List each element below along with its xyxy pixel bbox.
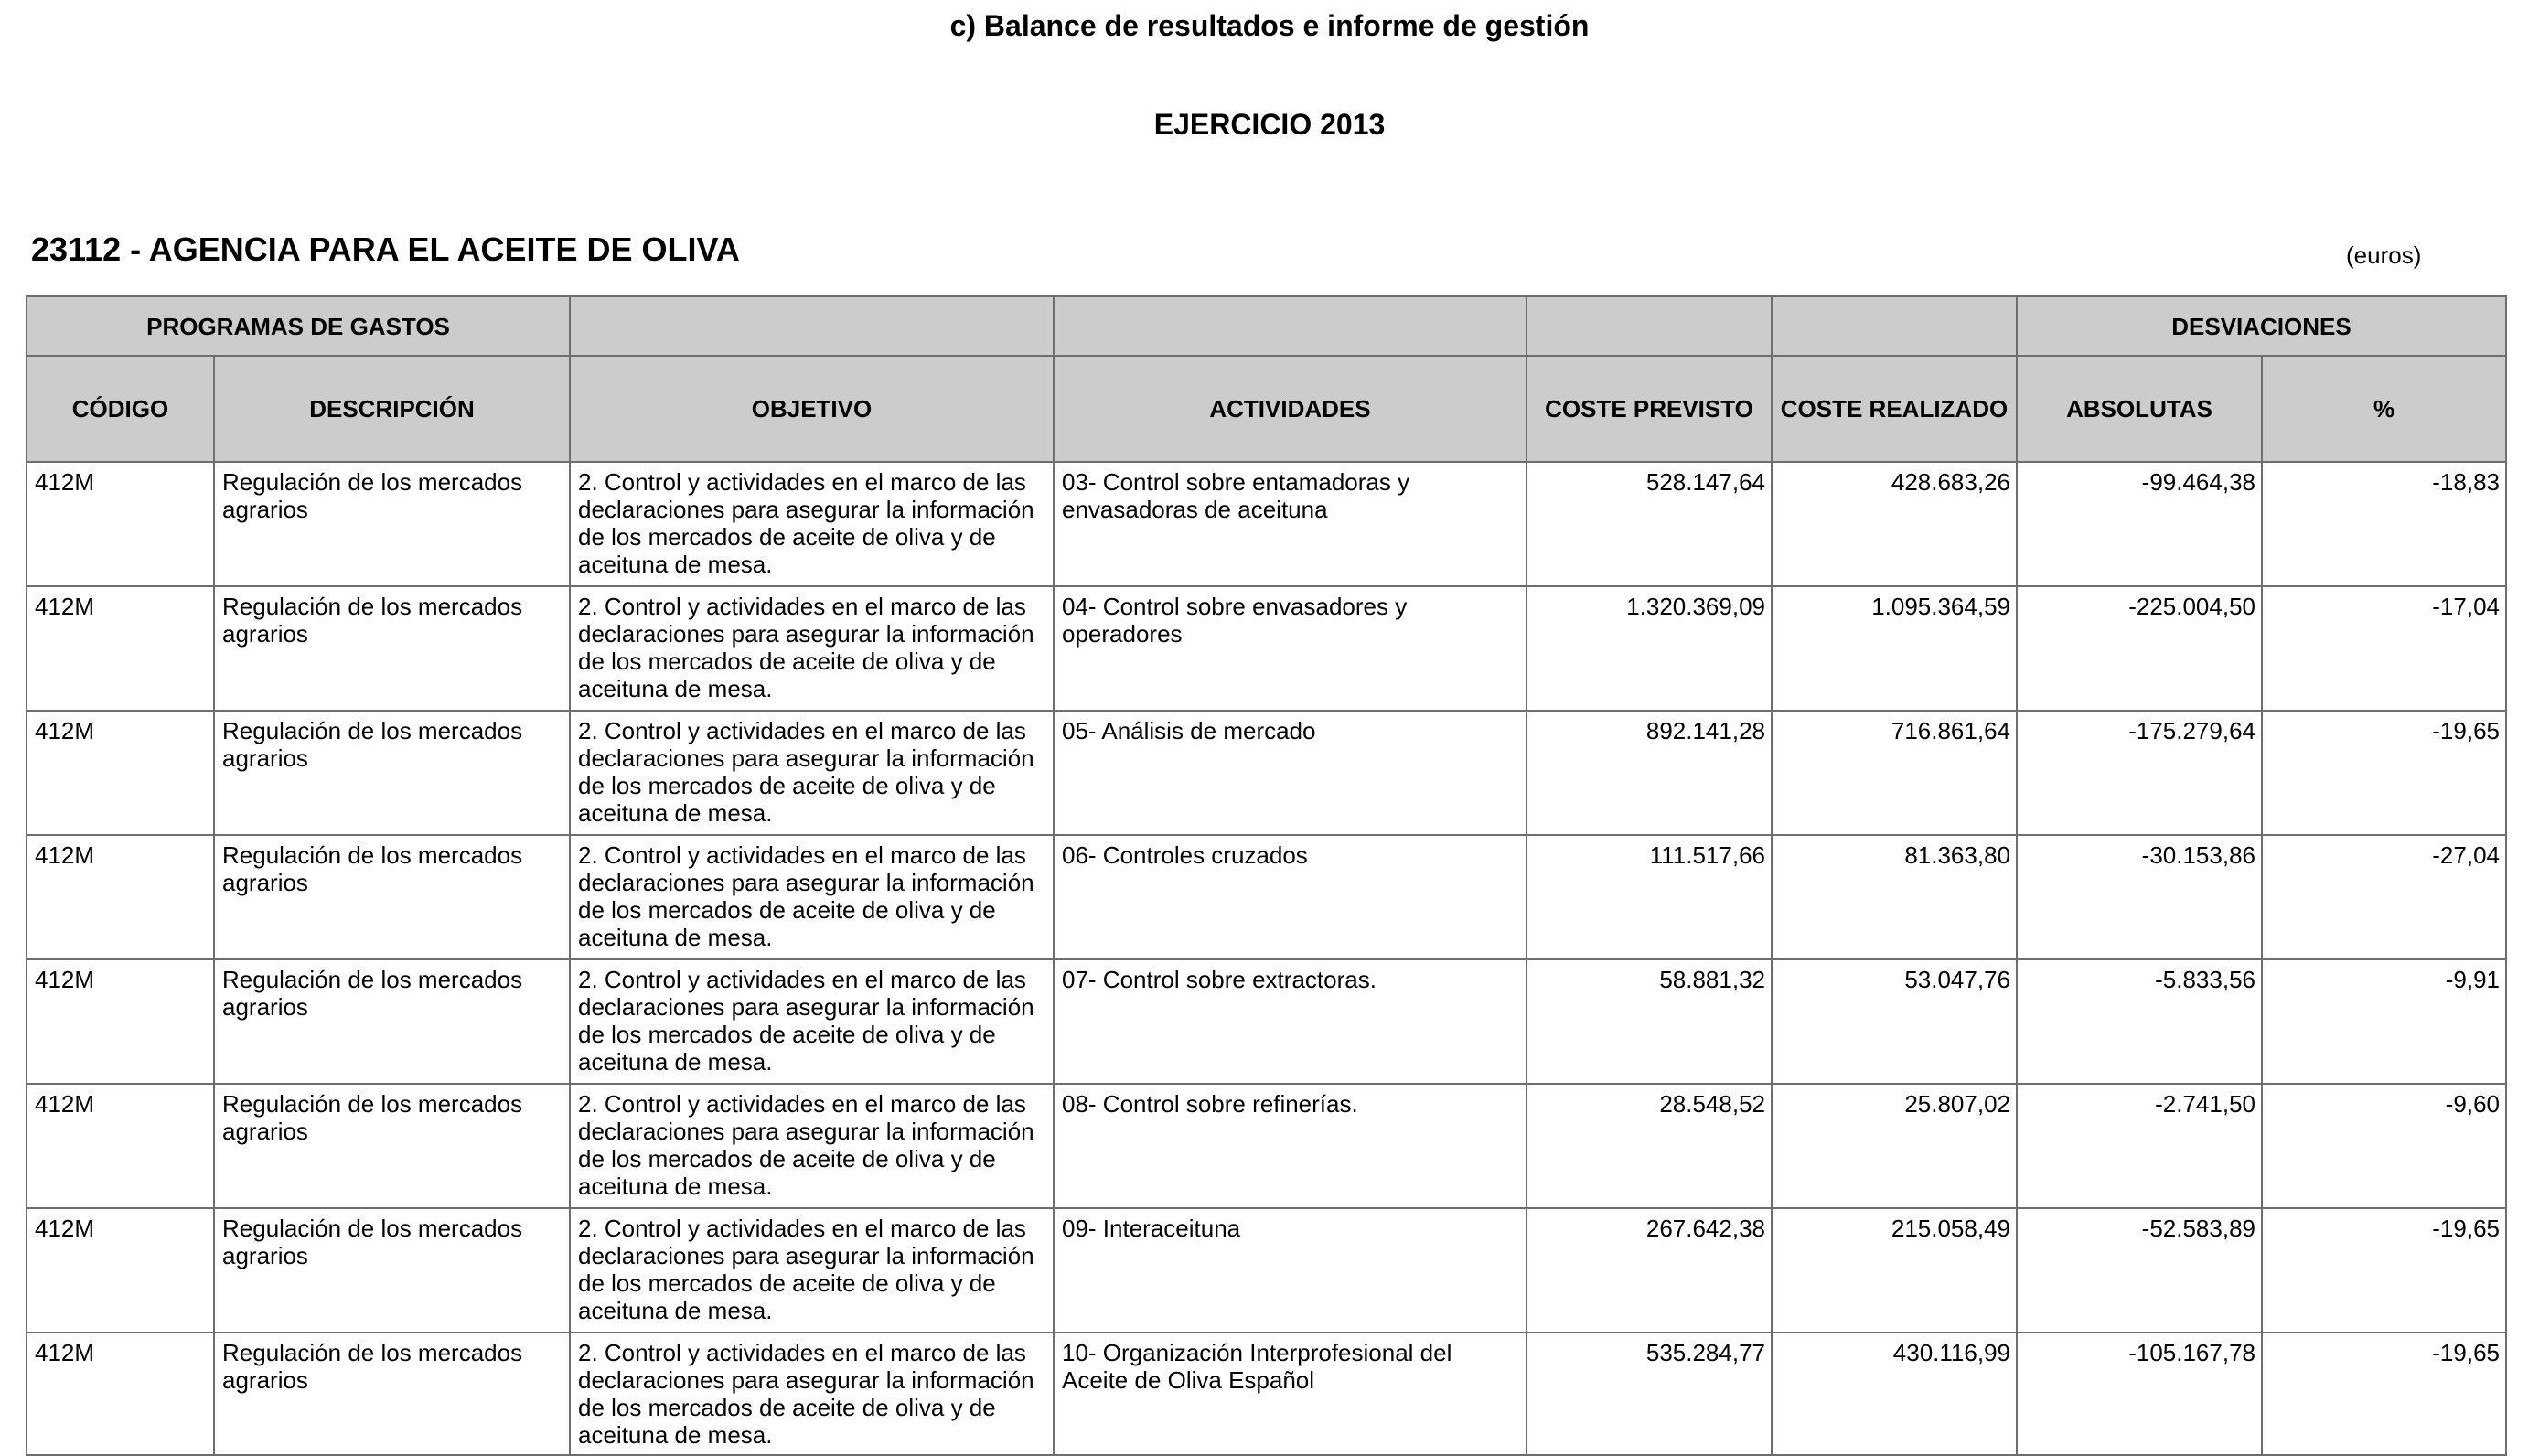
cell-absolutas: -225.004,50 xyxy=(2017,586,2262,711)
cell-porcentaje: -27,04 xyxy=(2262,835,2506,959)
report-title: c) Balance de resultados e informe de gestión xyxy=(949,9,1590,42)
results-table xyxy=(26,295,2507,1456)
cell-coste-realizado: 1.095.364,59 xyxy=(1772,586,2017,711)
cell-absolutas: -30.153,86 xyxy=(2017,835,2262,959)
cell-objetivo: 2. Control y actividades en el marco de las declaraciones para asegurar la información de los mercados de aceite de oliva y de aceituna de mesa. xyxy=(570,586,1054,711)
cell-porcentaje: -19,65 xyxy=(2262,1333,2506,1455)
header-porcentaje: % xyxy=(2262,356,2506,462)
cell-absolutas: -105.167,78 xyxy=(2017,1333,2262,1455)
header-blank-realizado xyxy=(1772,296,2017,356)
header-absolutas: ABSOLUTAS xyxy=(2017,356,2262,462)
cell-coste-realizado: 430.116,99 xyxy=(1772,1333,2017,1455)
entity-title: 23112 - AGENCIA PARA EL ACEITE DE OLIVA xyxy=(31,230,740,268)
header-blank-actividades xyxy=(1054,296,1527,356)
cell-actividad: 09- Interaceituna xyxy=(1054,1208,1527,1333)
cell-coste-realizado: 215.058,49 xyxy=(1772,1208,2017,1333)
cell-coste-previsto: 528.147,64 xyxy=(1527,462,1772,586)
cell-absolutas: -99.464,38 xyxy=(2017,462,2262,586)
cell-actividad: 08- Control sobre refinerías. xyxy=(1054,1084,1527,1208)
header-blank-objetivo xyxy=(570,296,1054,356)
header-actividades: ACTIVIDADES xyxy=(1054,356,1527,462)
cell-porcentaje: -9,91 xyxy=(2262,959,2506,1084)
cell-descripcion: Regulación de los mercados agrarios xyxy=(214,586,570,711)
cell-coste-realizado: 716.861,64 xyxy=(1772,711,2017,835)
cell-codigo: 412M xyxy=(27,1333,214,1455)
cell-codigo: 412M xyxy=(27,959,214,1084)
cell-objetivo: 2. Control y actividades en el marco de las declaraciones para asegurar la información de los mercados de aceite de oliva y de aceituna de mesa. xyxy=(570,711,1054,835)
cell-descripcion: Regulación de los mercados agrarios xyxy=(214,1084,570,1208)
cell-objetivo: 2. Control y actividades en el marco de las declaraciones para asegurar la información de los mercados de aceite de oliva y de aceituna de mesa. xyxy=(570,959,1054,1084)
cell-porcentaje: -9,60 xyxy=(2262,1084,2506,1208)
cell-objetivo: 2. Control y actividades en el marco de las declaraciones para asegurar la información de los mercados de aceite de oliva y de aceituna de mesa. xyxy=(570,835,1054,959)
table-row xyxy=(27,959,2506,1084)
cell-descripcion: Regulación de los mercados agrarios xyxy=(214,959,570,1084)
table-row xyxy=(27,462,2506,586)
header-coste-realizado: COSTE REALIZADO xyxy=(1772,356,2017,462)
cell-codigo: 412M xyxy=(27,462,214,586)
header-objetivo: OBJETIVO xyxy=(570,356,1054,462)
table-row xyxy=(27,1333,2506,1455)
header-codigo: CÓDIGO xyxy=(27,356,214,462)
cell-absolutas: -2.741,50 xyxy=(2017,1084,2262,1208)
group-header-row xyxy=(27,296,2506,356)
cell-porcentaje: -19,65 xyxy=(2262,1208,2506,1333)
table-row xyxy=(27,586,2506,711)
cell-codigo: 412M xyxy=(27,711,214,835)
cell-coste-realizado: 25.807,02 xyxy=(1772,1084,2017,1208)
cell-absolutas: -5.833,56 xyxy=(2017,959,2262,1084)
cell-descripcion: Regulación de los mercados agrarios xyxy=(214,711,570,835)
cell-actividad: 06- Controles cruzados xyxy=(1054,835,1527,959)
currency-unit: (euros) xyxy=(2346,241,2422,269)
cell-objetivo: 2. Control y actividades en el marco de las declaraciones para asegurar la información de los mercados de aceite de oliva y de aceituna de mesa. xyxy=(570,1084,1054,1208)
table-row xyxy=(27,835,2506,959)
cell-objetivo: 2. Control y actividades en el marco de las declaraciones para asegurar la información de los mercados de aceite de oliva y de aceituna de mesa. xyxy=(570,462,1054,586)
table-row xyxy=(27,1084,2506,1208)
cell-coste-realizado: 81.363,80 xyxy=(1772,835,2017,959)
column-header-row xyxy=(27,356,2506,462)
cell-porcentaje: -17,04 xyxy=(2262,586,2506,711)
cell-descripcion: Regulación de los mercados agrarios xyxy=(214,835,570,959)
cell-codigo: 412M xyxy=(27,835,214,959)
cell-coste-previsto: 1.320.369,09 xyxy=(1527,586,1772,711)
cell-absolutas: -175.279,64 xyxy=(2017,711,2262,835)
table-row xyxy=(27,711,2506,835)
cell-actividad: 04- Control sobre envasadores y operadores xyxy=(1054,586,1527,711)
header-coste-previsto: COSTE PREVISTO xyxy=(1527,356,1772,462)
cell-coste-realizado: 53.047,76 xyxy=(1772,959,2017,1084)
cell-actividad: 03- Control sobre entamadoras y envasadoras de aceituna xyxy=(1054,462,1527,586)
fiscal-year-title: EJERCICIO 2013 xyxy=(1153,108,1386,141)
cell-coste-realizado: 428.683,26 xyxy=(1772,462,2017,586)
cell-coste-previsto: 111.517,66 xyxy=(1527,835,1772,959)
cell-coste-previsto: 535.284,77 xyxy=(1527,1333,1772,1455)
cell-descripcion: Regulación de los mercados agrarios xyxy=(214,1333,570,1455)
cell-absolutas: -52.583,89 xyxy=(2017,1208,2262,1333)
cell-descripcion: Regulación de los mercados agrarios xyxy=(214,1208,570,1333)
cell-objetivo: 2. Control y actividades en el marco de las declaraciones para asegurar la información de los mercados de aceite de oliva y de aceituna de mesa. xyxy=(570,1208,1054,1333)
cell-coste-previsto: 267.642,38 xyxy=(1527,1208,1772,1333)
cell-actividad: 05- Análisis de mercado xyxy=(1054,711,1527,835)
cell-actividad: 07- Control sobre extractoras. xyxy=(1054,959,1527,1084)
header-programas-gastos: PROGRAMAS DE GASTOS xyxy=(27,296,570,356)
cell-coste-previsto: 892.141,28 xyxy=(1527,711,1772,835)
table-row xyxy=(27,1208,2506,1333)
header-desviaciones: DESVIACIONES xyxy=(2017,296,2506,356)
cell-coste-previsto: 58.881,32 xyxy=(1527,959,1772,1084)
cell-porcentaje: -19,65 xyxy=(2262,711,2506,835)
header-descripcion: DESCRIPCIÓN xyxy=(214,356,570,462)
cell-codigo: 412M xyxy=(27,586,214,711)
cell-codigo: 412M xyxy=(27,1208,214,1333)
cell-coste-previsto: 28.548,52 xyxy=(1527,1084,1772,1208)
cell-porcentaje: -18,83 xyxy=(2262,462,2506,586)
cell-codigo: 412M xyxy=(27,1084,214,1208)
cell-descripcion: Regulación de los mercados agrarios xyxy=(214,462,570,586)
cell-actividad: 10- Organización Interprofesional del Aceite de Oliva Español xyxy=(1054,1333,1527,1455)
header-blank-previsto xyxy=(1527,296,1772,356)
cell-objetivo: 2. Control y actividades en el marco de las declaraciones para asegurar la información de los mercados de aceite de oliva y de aceituna de mesa. xyxy=(570,1333,1054,1455)
